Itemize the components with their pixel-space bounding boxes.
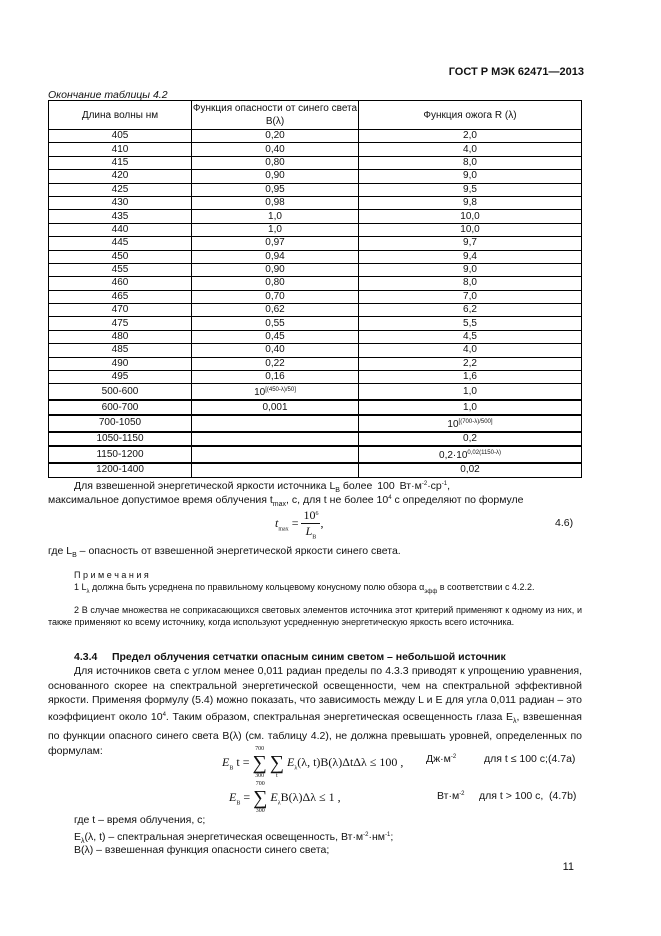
table-row	[49, 432, 582, 446]
cell-wavelength: 490	[49, 357, 192, 370]
cell-burn: 2,2	[359, 357, 582, 370]
eq-4-7a-unit: $Дж\cdot м^{-2}$	[426, 753, 457, 765]
exponent: [(700-λ)/500]	[458, 418, 493, 425]
cell-blue-hazard: 0,22	[192, 357, 359, 370]
cell-wavelength: 480	[49, 330, 192, 343]
exponent: 0,02(1150-λ)	[467, 450, 501, 457]
table-row	[49, 317, 582, 330]
cell-wavelength: 460	[49, 277, 192, 290]
equation-4-7a: $E_B$ t = 700 ∑ 300 ∑ t $E_\lambda(\lambda$, t)B(λ)ΔtΔλ ≤ 100 ,	[222, 746, 404, 779]
cell-blue-hazard: 0,45	[192, 330, 359, 343]
document-header: ГОСТ Р МЭК 62471—2013	[448, 66, 584, 78]
cell-burn: 6,2	[359, 304, 582, 317]
exponent: [(450-λ)/50]	[265, 387, 296, 394]
cell-burn: 8,0	[359, 156, 582, 169]
cell-blue-hazard: 0,94	[192, 250, 359, 263]
cell-burn: 5,5	[359, 317, 582, 330]
cell-wavelength: 450	[49, 250, 192, 263]
cell-wavelength: 700-1050	[49, 415, 192, 432]
cell-burn: 2,0	[359, 130, 582, 143]
cell-burn: 4,0	[359, 143, 582, 156]
cell-wavelength: 600-700	[49, 400, 192, 414]
cell-wavelength: 445	[49, 237, 192, 250]
table-row	[49, 210, 582, 223]
table-row	[49, 170, 582, 183]
table-row	[49, 196, 582, 209]
cell-blue-hazard: 10[(450-λ)/50]	[192, 384, 359, 401]
cell-wavelength: 435	[49, 210, 192, 223]
cell-wavelength: 405	[49, 130, 192, 143]
equation-4-6: $t_{max}$ = $\frac{10^6}{L_B}$ ,	[275, 508, 324, 541]
cell-blue-hazard	[192, 446, 359, 463]
cell-wavelength: 415	[49, 156, 192, 169]
cell-blue-hazard: 1,0	[192, 223, 359, 236]
note-2: 2 В случае множества не соприкасающихся световых элементов источника этот критерий применяют к одному из них, и также применяют ко всему источнику, когда используют усредненную энергетическую яркость всего источника.	[48, 605, 582, 627]
cell-wavelength: 430	[49, 196, 192, 209]
equation-4-7b: $E_B$ = 700 ∑ 300 $E_\lambda B(\lambda)\Delta\lambda \le 1$ ,	[229, 781, 341, 814]
paragraph-lb: Для взвешенной энергетической яркости источника $L_B$ более 100 $Вт\cdot м^{-2}\cdot ср^{-1}$,	[74, 480, 451, 495]
table-row	[49, 344, 582, 357]
cell-blue-hazard: 0,90	[192, 263, 359, 276]
cell-wavelength: 475	[49, 317, 192, 330]
cell-burn: 9,0	[359, 170, 582, 183]
note-1: 1 $L_\lambda$ должна быть усреднена по правильному кольцевому конусному полю обзора $\alpha_{эфф}$ в соответствии с 4.2.2.	[74, 582, 535, 595]
cell-blue-hazard: 0,97	[192, 237, 359, 250]
table-caption: Окончание таблицы 4.2	[48, 89, 168, 101]
cell-burn: 8,0	[359, 277, 582, 290]
table-row	[49, 183, 582, 196]
table-row	[49, 357, 582, 370]
cell-wavelength: 1050-1150	[49, 432, 192, 446]
equation-number-4-6: 4.6)	[555, 517, 574, 529]
cell-wavelength: 420	[49, 170, 192, 183]
cell-blue-hazard: 0,40	[192, 143, 359, 156]
table-header-row	[49, 101, 582, 130]
cell-wavelength: 1200-1400	[49, 463, 192, 477]
col-header-burn: Функция ожога R (λ)	[359, 101, 582, 130]
cell-wavelength: 470	[49, 304, 192, 317]
paragraph-small-source: Для источников света с углом менее 0,011 радиан пределы по 4.3.3 приводят к упрощению уравнения, основанного скорее на спектральной энергетической освещенности, чем на спектральной эффективной яркости. Применяя формулу (5.4) можно показать, что зависимость между L и E для угла 0,011 радиан – это коэффициент около $10^4$. Таким образом, спектральная энергетическая освещенность глаза $E_\lambda$, взвешенная по функции опасного синего света B(λ) (см. таблицу 4.2), не должна превышать уровней, определенных по формулам:	[48, 665, 582, 757]
cell-blue-hazard: 0,98	[192, 196, 359, 209]
cell-burn: 1,0	[359, 384, 582, 401]
table-row	[49, 446, 582, 463]
cell-burn: 10,0	[359, 223, 582, 236]
eq-4-7b-unit: $Вт\cdot м^{-2}$	[437, 790, 465, 802]
cell-wavelength: 485	[49, 344, 192, 357]
spectral-table	[48, 100, 582, 478]
notes-title: П р и м е ч а н и я	[74, 570, 149, 580]
definition-b-lambda: B(λ) – взвешенная функция опасности синего света;	[74, 844, 330, 856]
table-row	[49, 400, 582, 414]
cell-burn: 0,02	[359, 463, 582, 477]
cell-blue-hazard: 0,62	[192, 304, 359, 317]
table-row	[49, 263, 582, 276]
table-row	[49, 237, 582, 250]
table-row	[49, 415, 582, 432]
cell-burn: 10,0	[359, 210, 582, 223]
eq-4-7a-condition: для t ≤ 100 с;	[484, 753, 548, 765]
cell-wavelength: 425	[49, 183, 192, 196]
cell-blue-hazard: 0,40	[192, 344, 359, 357]
cell-blue-hazard: 0,55	[192, 317, 359, 330]
definition-t: где t – время облучения, с;	[74, 814, 206, 826]
cell-blue-hazard: 0,80	[192, 277, 359, 290]
cell-blue-hazard: 1,0	[192, 210, 359, 223]
table-row	[49, 330, 582, 343]
cell-wavelength: 500-600	[49, 384, 192, 401]
cell-wavelength: 410	[49, 143, 192, 156]
cell-burn: 4,0	[359, 344, 582, 357]
cell-blue-hazard	[192, 432, 359, 446]
table-row	[49, 277, 582, 290]
cell-burn: 4,5	[359, 330, 582, 343]
table-row	[49, 304, 582, 317]
cell-burn: 9,7	[359, 237, 582, 250]
cell-blue-hazard: 0,20	[192, 130, 359, 143]
equation-number-4-7b: (4.7b)	[549, 790, 577, 802]
table-row	[49, 384, 582, 401]
equation-number-4-7a: (4.7a)	[548, 753, 576, 765]
table-row	[49, 130, 582, 143]
cell-blue-hazard: 0,95	[192, 183, 359, 196]
cell-blue-hazard: 0,001	[192, 400, 359, 414]
table-row	[49, 290, 582, 303]
eq-4-7b-condition: для t > 100 с,	[479, 790, 544, 802]
cell-wavelength: 455	[49, 263, 192, 276]
col-header-wavelength: Длина волны нм	[49, 101, 192, 130]
cell-burn: $0,2\cdot 10^{0,02(1150-\lambda)}$	[359, 446, 582, 463]
paragraph-tmax: максимальное допустимое время облучения $t_{max}$, c, для t не более $10^4$ c определяют по формуле	[48, 494, 524, 509]
where-lb: где $L_B$ – опасность от взвешенной энергетической яркости синего света.	[48, 545, 401, 560]
section-heading: 4.3.4 Предел облучения сетчатки опасным синим светом – небольшой источник	[74, 651, 506, 663]
col-header-blue-hazard: Функция опасности от синего света B(λ)	[192, 101, 359, 130]
cell-burn: 9,8	[359, 196, 582, 209]
cell-wavelength: 465	[49, 290, 192, 303]
cell-blue-hazard: 0,16	[192, 371, 359, 384]
definition-e-lambda: $E_\lambda(\lambda$, t) – спектральная энергетическая освещенность, $Вт\cdot м^{-2}\cdot нм^{-1}$;	[74, 831, 394, 846]
table-row	[49, 463, 582, 477]
cell-burn: 7,0	[359, 290, 582, 303]
cell-burn: 1,6	[359, 371, 582, 384]
cell-burn: 1,0	[359, 400, 582, 414]
cell-blue-hazard: 0,90	[192, 170, 359, 183]
cell-burn: 9,4	[359, 250, 582, 263]
cell-burn: 9,0	[359, 263, 582, 276]
cell-blue-hazard: 0,80	[192, 156, 359, 169]
cell-wavelength: 495	[49, 371, 192, 384]
table-row	[49, 250, 582, 263]
table-row	[49, 143, 582, 156]
cell-blue-hazard: 0,70	[192, 290, 359, 303]
table-row	[49, 223, 582, 236]
cell-wavelength: 440	[49, 223, 192, 236]
cell-burn: 0,2	[359, 432, 582, 446]
cell-blue-hazard	[192, 463, 359, 477]
page-number: 11	[562, 861, 574, 873]
cell-burn: 10[(700-λ)/500]	[359, 415, 582, 432]
cell-blue-hazard	[192, 415, 359, 432]
table-row	[49, 371, 582, 384]
table-row	[49, 156, 582, 169]
cell-wavelength: 1150-1200	[49, 446, 192, 463]
cell-burn: 9,5	[359, 183, 582, 196]
